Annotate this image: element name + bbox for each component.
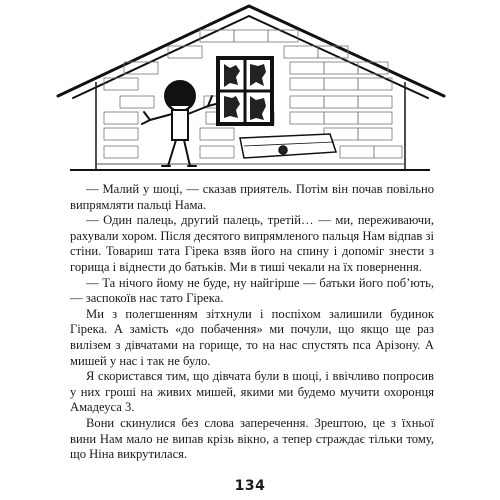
paragraph: — Та нічого йому не буде, ну найгірше — батьки його поб’ють, — заспокоїв нас тато Гірека. bbox=[70, 275, 434, 306]
paragraph: — Один палець, другий палець, третій… — ми, переживаючи, рахували хором. Після десятого випрямленого пальця Нам відпав зі стіни. Товариш тата Гірека взяв його на спину і допоміг знести з горища і віднести до батьків. Ми в тиші чекали на їх повернення. bbox=[70, 213, 434, 274]
paragraph: Вони скинулися без слова заперечення. Зрештою, це з їхньої вини Нам мало не випав крізь вікно, а тепер страждає тільки тому, що Ніна викрутилася. bbox=[70, 415, 434, 462]
attic-illustration bbox=[0, 0, 500, 178]
attic-floor bbox=[70, 164, 430, 170]
paragraph: Ми з полегшенням зітхнули і поспіхом залишили будинок Гірека. А замість «до побачення» ми почули, що якщо ще раз вилізем з дівчатами на горище, то на нас спустять пса Арізону. А мишей у нас і так не було. bbox=[70, 306, 434, 368]
boy-figure bbox=[142, 81, 216, 166]
paragraph: — Малий у шоці, — сказав приятель. Потім він почав повільно випрямляти пальці Нама. bbox=[70, 182, 434, 212]
paragraph: Я скористався тим, що дівчата були в шоці, і ввічливо попросив у них гроші на живих мишей, якими ми будемо мучити охоронця Амадеуса 3. bbox=[70, 369, 434, 415]
page-number: 134 bbox=[234, 478, 266, 494]
attic-window bbox=[218, 58, 272, 124]
wooden-box bbox=[240, 134, 336, 158]
story-text bbox=[70, 182, 434, 463]
